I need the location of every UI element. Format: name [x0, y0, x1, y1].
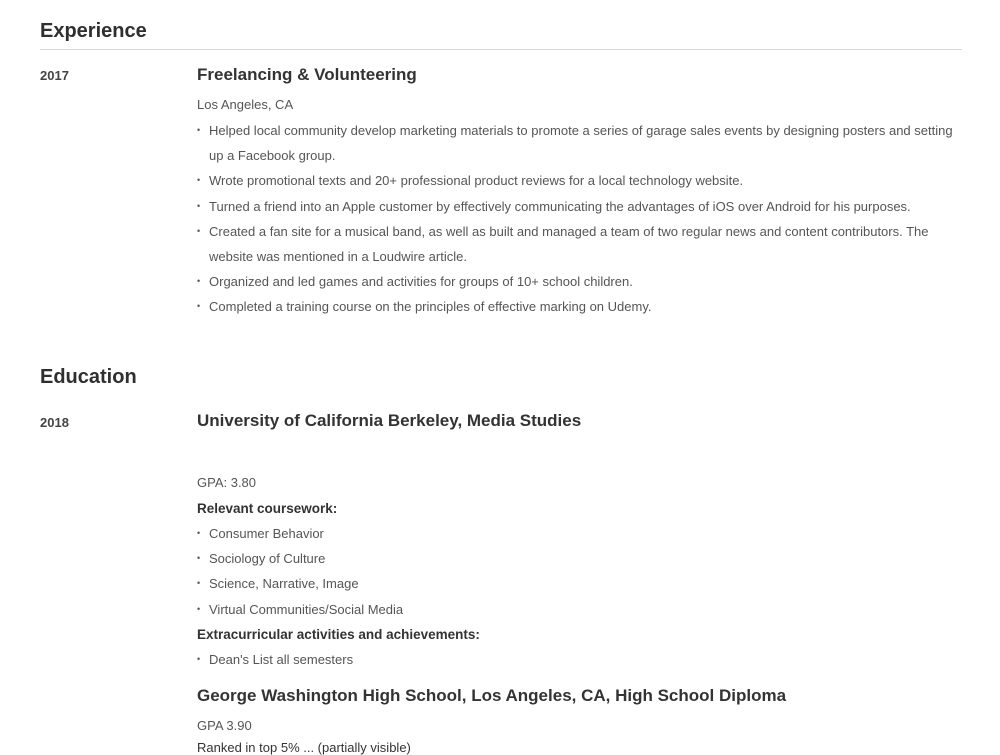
experience-year: 2017 [40, 68, 69, 83]
education-entry-title: University of California Berkeley, Media Studies [197, 411, 582, 430]
experience-heading: Experience [40, 20, 147, 42]
education-gpa: GPA: 3.80 [197, 475, 257, 490]
extracurricular-label: Extracurricular activities and achievements: [197, 627, 480, 642]
experience-divider [40, 49, 962, 50]
coursework-list [197, 521, 962, 622]
extracurricular-list [197, 647, 962, 672]
list-item: • Dean's List all semesters [197, 647, 962, 672]
high-school-gpa: GPA 3.90 [197, 718, 252, 733]
list-item: • Created a fan site for a musical band, as well as built and managed a team of two regular news and content contributors. The website was mentioned in a Loudwire article. [197, 219, 962, 269]
high-school-cut-line: Ranked in top 5% ... (partially visible) [197, 740, 411, 755]
experience-location: Los Angeles, CA [197, 97, 294, 112]
list-item: • Consumer Behavior [197, 521, 962, 546]
list-item: • Helped local community develop marketing materials to promote a series of garage sales events by designing posters and setting up a Facebook group. [197, 118, 962, 168]
list-item: • Science, Narrative, Image [197, 571, 962, 596]
list-item: • Turned a friend into an Apple customer by effectively communicating the advantages of iOS over Android for his purposes. [197, 194, 962, 219]
list-item: • Sociology of Culture [197, 546, 962, 571]
coursework-label: Relevant coursework: [197, 501, 338, 516]
list-item: • Completed a training course on the principles of effective marking on Udemy. [197, 294, 962, 319]
list-item: • Virtual Communities/Social Media [197, 597, 962, 622]
experience-entry-title: Freelancing & Volunteering [197, 65, 417, 84]
experience-bullet-list [197, 118, 962, 320]
education-heading: Education [40, 366, 137, 388]
list-item: • Wrote promotional texts and 20+ professional product reviews for a local technology website. [197, 168, 962, 193]
high-school-title: George Washington High School, Los Angeles, CA, High School Diploma [197, 686, 787, 705]
list-item: • Organized and led games and activities for groups of 10+ school children. [197, 269, 962, 294]
education-year: 2018 [40, 415, 69, 430]
